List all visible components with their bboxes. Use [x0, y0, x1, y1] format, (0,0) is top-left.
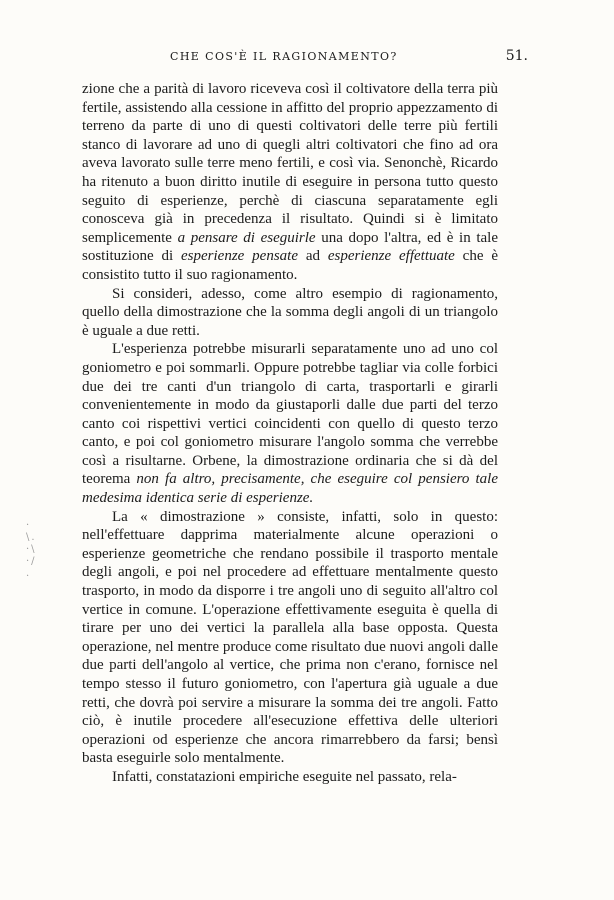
- margin-pencil-marks: · \. ·\ ·/ .: [26, 520, 37, 579]
- italic-text: esperienze effettuate: [327, 248, 455, 265]
- text-run: Si consideri, adesso, come altro esempio di ragionamento, quello della dimostrazione che la somma degli angoli di un triangolo è uguale a due retti.: [82, 285, 498, 339]
- paragraph-5: [82, 768, 498, 787]
- italic-text: esperienze pensate: [181, 248, 298, 265]
- page-number: 51.: [505, 48, 528, 64]
- paragraph-3: [82, 340, 498, 507]
- running-title: CHE COS'È IL RAGIONAMENTO?: [170, 50, 398, 63]
- text-run: ad: [298, 248, 328, 265]
- paragraph-1: [82, 80, 498, 285]
- text-run: che è consistito tutto il suo ragionamento.: [82, 248, 498, 283]
- text-run: una dopo l'altra, ed è in tale sostituzione di: [82, 229, 498, 265]
- italic-text: non fa altro, precisamente, che eseguire col pensiero tale medesima identica serie di esperienze.: [82, 471, 498, 507]
- text-run: La « dimostrazione » consiste, infatti, solo in questo: nell'effettuare dapprima materialmente alcune operazioni o esperienze geometriche che rendano possibile il trasporto mentale degli angoli, e poi nel procedere ad effettuare mentalmente questo trasporto, in modo da disporre i tre angoli uno di seguito all'altro col vertice in comune. L'operazione effettivamente eseguita è quella di tirare per uno dei vertici la parallela alla base opposta. Questa operazione, nel mentre produce come risultato due nuovi angoli dalle due parti dell'angolo al vertice, che prima non c'erano, fornisce nel tempo stesso il futuro goniometro, con l'apertura già uguale a due retti, che dovrà poi servire a misurare la somma dei tre angoli. Fatto ciò, è inutile procedere all'esecuzione effettiva delle ulteriori operazioni od esperienze che ancora rimarrebbero da farsi; bensì basta eseguirle solo mentalmente.: [82, 508, 498, 767]
- text-run: Infatti, constatazioni empiriche eseguite nel passato, rela-: [112, 768, 457, 785]
- text-run: zione che a parità di lavoro riceveva così il coltivatore della terra più fertile, assistendo alla cessione in affitto del proprio appezzamento di terreno da parte di uno di questi coltivatori delle terre più fertili stanco di lavorare ad uno di quegli altri coltivatori che fino ad ora aveva lavorato sulle terre meno fertili, e così via. Senonchè, Ricardo ha ritenuto a buon diritto inutile di eseguire in persona tutto questo seguito di esperienze, perchè di ciascuna separatamente egli conosceva già in precedenza il risultato. Quindi si è limitato semplicemente: [82, 81, 498, 246]
- paragraph-4: [82, 508, 498, 768]
- body-text: [82, 80, 498, 787]
- paragraph-2: [82, 285, 498, 341]
- page-header: [82, 50, 528, 70]
- text-run: L'esperienza potrebbe misurarli separatamente uno ad uno col goniometro e poi sommarli. Oppure potrebbe tagliar via colle forbici due dei tre canti d'un triangolo di carta, trasportarli e girarli convenientemente in modo da giustaporli dalle due parti del terzo canto coi rispettivi vertici coincidenti con quello di questo terzo canto, e poi col goniometro misurare l'angolo somma che verrebbe così a risultarne. Orbene, la dimostrazione ordinaria che si dà del teorema: [82, 341, 498, 488]
- italic-text: a pensare di eseguirle: [177, 229, 316, 246]
